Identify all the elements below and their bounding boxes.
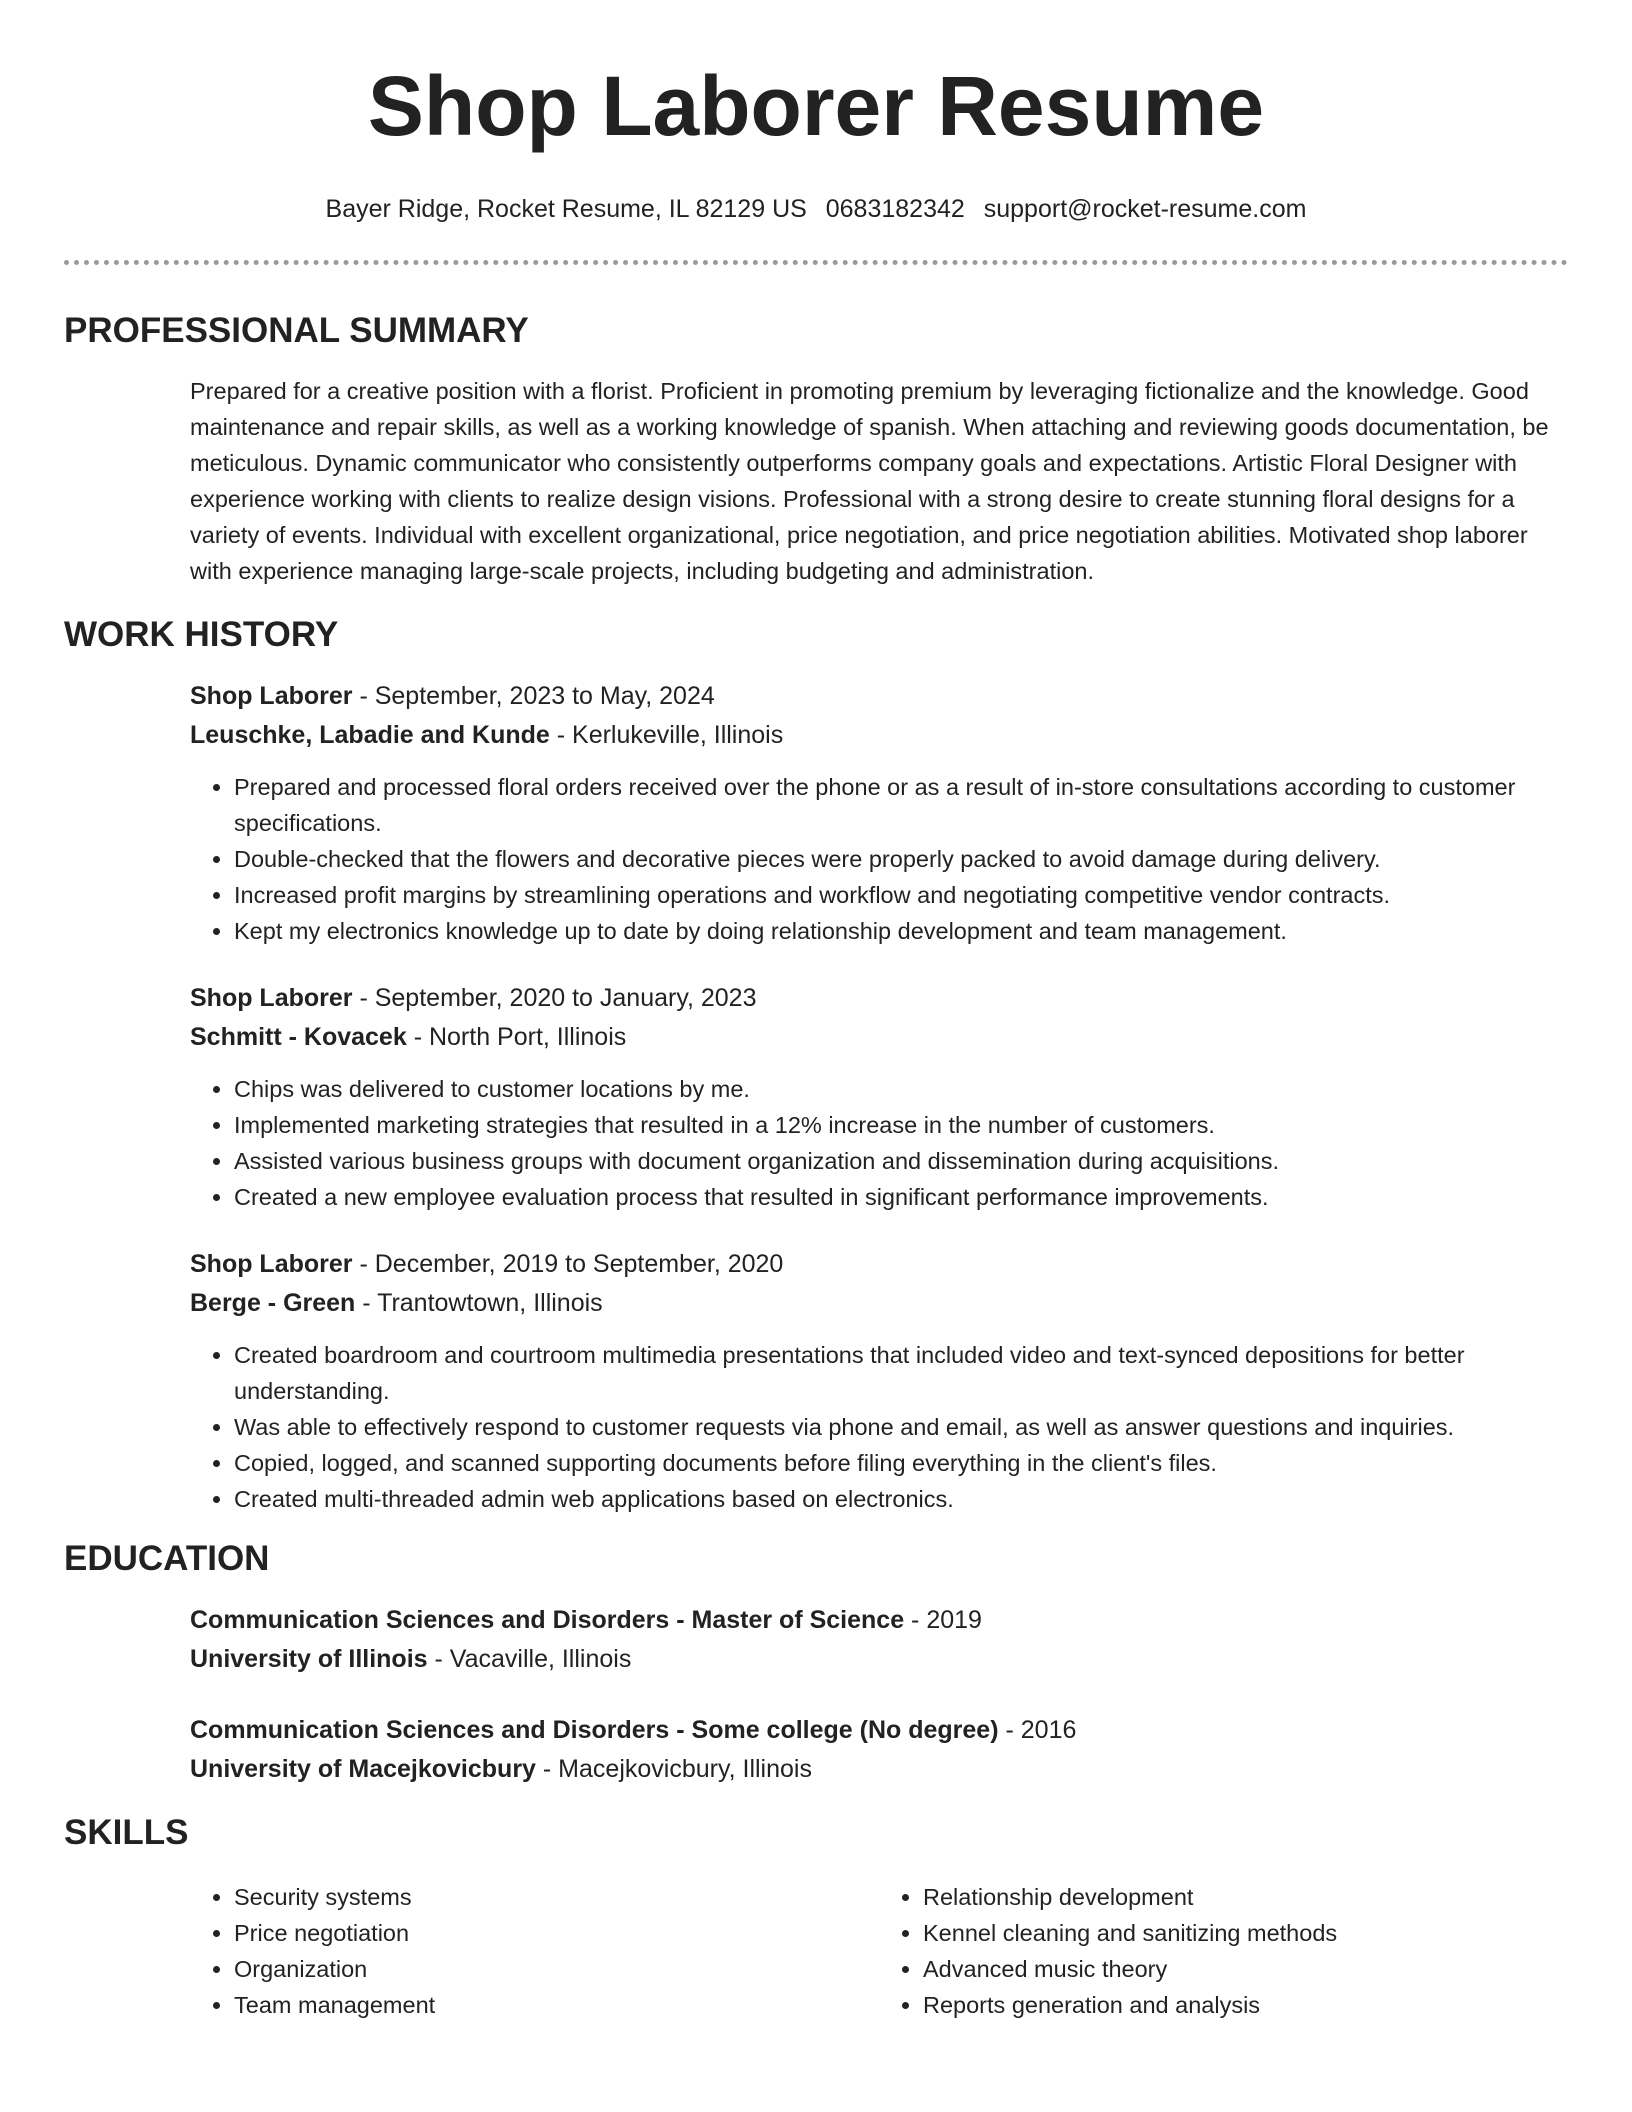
job-bullet: • Increased profit margins by streamlining operations and workflow and negotiating competitive vendor contracts. xyxy=(234,877,1568,913)
skill-item: • Price negotiation xyxy=(234,1915,879,1951)
job-bullet: • Kept my electronics knowledge up to date by doing relationship development and team management. xyxy=(234,913,1568,949)
job-bullet: • Chips was delivered to customer locations by me. xyxy=(234,1071,1568,1107)
education-location: - Macejkovicbury, Illinois xyxy=(535,1755,812,1783)
skill-item: • Kennel cleaning and sanitizing methods xyxy=(923,1915,1568,1951)
job-company-line xyxy=(190,716,1568,755)
job-bullet: • Created boardroom and courtroom multimedia presentations that included video and text-synced depositions for better understanding. xyxy=(234,1337,1568,1409)
summary-section xyxy=(64,309,1568,589)
contact-line xyxy=(64,194,1568,224)
summary-text: Prepared for a creative position with a florist. Proficient in promoting premium by leveraging fictionalize and the knowledge. Good maintenance and repair skills, as well as a working knowledge of spanish. When attaching and reviewing goods documentation, be meticulous. Dynamic communicator who consistently outperforms company goals and expectations. Artistic Floral Designer with experience working with clients to realize design visions. Professional with a strong desire to create stunning floral designs for a variety of events. Individual with excellent organizational, price negotiation, and price negotiation abilities. Motivated shop laborer with experience managing large-scale projects, including budgeting and administration. xyxy=(190,378,1549,584)
resume-title: Shop Laborer Resume xyxy=(367,59,1265,153)
job-title-line xyxy=(190,677,1568,716)
skill-item: • Reports generation and analysis xyxy=(923,1987,1568,2023)
job-title: Shop Laborer xyxy=(190,984,353,1012)
job-bullet: • Assisted various business groups with document organization and dissemination during acquisitions. xyxy=(234,1143,1568,1179)
skills-column-right xyxy=(879,1879,1568,2023)
job-bullet: • Created multi-threaded admin web applications based on electronics. xyxy=(234,1481,1568,1517)
job-title-line xyxy=(190,1245,1568,1284)
job-entry xyxy=(190,979,1568,1215)
education-school: University of Illinois xyxy=(190,1645,428,1673)
skills-heading: SKILLS xyxy=(64,1813,189,1852)
education-section xyxy=(64,1537,1568,1789)
education-degree-line xyxy=(190,1601,1568,1640)
header-divider xyxy=(64,260,1568,265)
education-heading: EDUCATION xyxy=(64,1539,270,1578)
education-location: - Vacaville, Illinois xyxy=(427,1645,632,1673)
skills-grid xyxy=(190,1879,1568,2023)
skill-item: • Team management xyxy=(234,1987,879,2023)
job-bullets xyxy=(190,1337,1568,1517)
job-entry xyxy=(190,677,1568,949)
job-dates: - September, 2023 to May, 2024 xyxy=(352,682,715,710)
skills-column-left xyxy=(190,1879,879,2023)
job-bullet: • Prepared and processed floral orders received over the phone or as a result of in-store consultations according to customer specifications. xyxy=(234,769,1568,841)
job-company: Schmitt - Kovacek xyxy=(190,1023,407,1051)
job-dates: - September, 2020 to January, 2023 xyxy=(352,984,757,1012)
skills-section xyxy=(64,1811,1568,2023)
job-company-line xyxy=(190,1018,1568,1057)
job-dates: - December, 2019 to September, 2020 xyxy=(352,1250,784,1278)
job-location: - Trantowtown, Illinois xyxy=(355,1289,603,1317)
work-history-heading: WORK HISTORY xyxy=(64,615,339,654)
education-year: - 2019 xyxy=(904,1606,982,1634)
job-bullets xyxy=(190,769,1568,949)
skill-item: • Organization xyxy=(234,1951,879,1987)
contact-email: support@rocket-resume.com xyxy=(983,195,1307,223)
job-company: Berge - Green xyxy=(190,1289,356,1317)
job-bullet: • Double-checked that the flowers and decorative pieces were properly packed to avoid damage during delivery. xyxy=(234,841,1568,877)
skill-item: • Advanced music theory xyxy=(923,1951,1568,1987)
job-title-line xyxy=(190,979,1568,1018)
job-company-line xyxy=(190,1284,1568,1323)
education-degree: Communication Sciences and Disorders - Some college (No degree) xyxy=(190,1716,999,1744)
education-entry xyxy=(190,1711,1568,1789)
work-history-section xyxy=(64,613,1568,1517)
job-bullet: • Implemented marketing strategies that resulted in a 12% increase in the number of customers. xyxy=(234,1107,1568,1143)
job-bullet: • Copied, logged, and scanned supporting documents before filing everything in the client's files. xyxy=(234,1445,1568,1481)
skill-item: • Security systems xyxy=(234,1879,879,1915)
education-school: University of Macejkovicbury xyxy=(190,1755,536,1783)
job-company: Leuschke, Labadie and Kunde xyxy=(190,721,550,749)
job-title: Shop Laborer xyxy=(190,1250,353,1278)
job-bullet: • Was able to effectively respond to customer requests via phone and email, as well as answer questions and inquiries. xyxy=(234,1409,1568,1445)
job-bullet: • Created a new employee evaluation process that resulted in significant performance improvements. xyxy=(234,1179,1568,1215)
contact-address: Bayer Ridge, Rocket Resume, IL 82129 US xyxy=(325,195,807,223)
education-school-line xyxy=(190,1750,1568,1789)
job-location: - Kerlukeville, Illinois xyxy=(549,721,784,749)
job-title: Shop Laborer xyxy=(190,682,353,710)
education-degree: Communication Sciences and Disorders - Master of Science xyxy=(190,1606,905,1634)
summary-heading: PROFESSIONAL SUMMARY xyxy=(64,311,529,350)
job-entry xyxy=(190,1245,1568,1517)
job-location: - North Port, Illinois xyxy=(406,1023,627,1051)
job-bullets xyxy=(190,1071,1568,1215)
skill-item: • Relationship development xyxy=(923,1879,1568,1915)
contact-phone: 0683182342 xyxy=(825,195,965,223)
education-entry xyxy=(190,1601,1568,1679)
education-school-line xyxy=(190,1640,1568,1679)
education-degree-line xyxy=(190,1711,1568,1750)
education-year: - 2016 xyxy=(998,1716,1077,1744)
